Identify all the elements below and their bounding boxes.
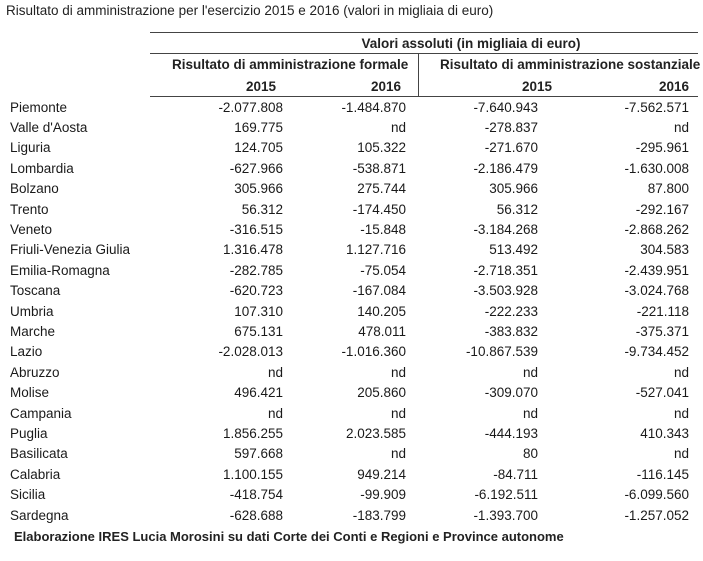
table-row xyxy=(10,403,689,423)
sostanziale-2016-cell: -527.041 xyxy=(635,385,689,401)
formale-2015-cell: -316.515 xyxy=(229,222,283,238)
table-title: Risultato di amministrazione per l'esercizio 2015 e 2016 (valori in migliaia di euro) xyxy=(6,3,494,18)
sostanziale-2016-cell: -9.734.452 xyxy=(624,344,689,360)
sostanziale-2015-cell: -222.233 xyxy=(484,303,538,319)
formale-2016-cell: -1.016.360 xyxy=(341,344,406,360)
sostanziale-2016-cell: nd xyxy=(673,446,689,462)
region-cell: Veneto xyxy=(10,222,53,238)
sostanziale-2015-cell: 305.966 xyxy=(489,181,538,197)
formale-2016-cell: 949.214 xyxy=(357,466,406,482)
data-table xyxy=(10,97,689,525)
table-row xyxy=(10,301,689,321)
sostanziale-2015-cell: -271.670 xyxy=(484,140,538,156)
sostanziale-2016-cell: -2.868.262 xyxy=(624,222,689,238)
sostanziale-2015-cell: -10.867.539 xyxy=(465,344,538,360)
formale-2016-cell: 1.127.716 xyxy=(345,242,406,258)
sostanziale-2016-cell: nd xyxy=(673,120,689,136)
sostanziale-2016-cell: -6.099.560 xyxy=(624,487,689,503)
region-cell: Sicilia xyxy=(10,487,46,503)
formale-2015-cell: -2.028.013 xyxy=(218,344,283,360)
sostanziale-2015-cell: -2.718.351 xyxy=(473,262,538,278)
formale-2016-cell: 478.011 xyxy=(358,323,406,339)
region-cell: Valle d'Aosta xyxy=(10,120,88,136)
region-cell: Piemonte xyxy=(10,99,68,115)
formale-2016-cell: nd xyxy=(390,405,406,421)
sostanziale-2016-cell: 410.343 xyxy=(640,425,689,441)
sostanziale-2015-cell: -7.640.943 xyxy=(473,99,538,115)
sostanziale-2015-cell: -278.837 xyxy=(484,120,538,136)
sostanziale-2016-cell: -7.562.571 xyxy=(624,99,689,115)
region-cell: Marche xyxy=(10,323,56,339)
table-row xyxy=(10,484,689,504)
sostanziale-2015-cell: -3.184.268 xyxy=(473,222,538,238)
formale-2016-cell: 105.322 xyxy=(357,140,406,156)
region-cell: Lazio xyxy=(10,344,43,360)
formale-2015-cell: 56.312 xyxy=(241,201,283,217)
region-cell: Basilicata xyxy=(10,446,68,462)
sostanziale-2015-cell: -309.070 xyxy=(484,385,538,401)
year-header: 2016 xyxy=(659,79,690,94)
sostanziale-2015-cell: -84.711 xyxy=(493,466,538,482)
top-rule xyxy=(150,32,698,33)
sostanziale-2015-cell: nd xyxy=(522,364,538,380)
sostanziale-2015-cell: -383.832 xyxy=(484,323,538,339)
table-row xyxy=(10,138,689,158)
year-header: 2016 xyxy=(371,79,402,94)
formale-2015-cell: 169.775 xyxy=(234,120,283,136)
table-row xyxy=(10,97,689,117)
region-cell: Liguria xyxy=(10,140,51,156)
formale-2015-cell: 597.668 xyxy=(234,446,283,462)
sostanziale-2016-cell: -292.167 xyxy=(635,201,689,217)
region-cell: Toscana xyxy=(10,283,61,299)
formale-2016-cell: nd xyxy=(390,446,406,462)
table-row xyxy=(10,117,689,137)
sostanziale-2016-cell: -295.961 xyxy=(635,140,689,156)
formale-2016-cell: nd xyxy=(390,120,406,136)
sostanziale-2016-cell: nd xyxy=(673,364,689,380)
group-header-formale: Risultato di amministrazione formale xyxy=(172,57,409,72)
formale-2015-cell: 1.100.155 xyxy=(222,466,283,482)
formale-2015-cell: 675.131 xyxy=(234,323,283,339)
sostanziale-2016-cell: nd xyxy=(673,405,689,421)
formale-2015-cell: -628.688 xyxy=(229,507,283,523)
table-row xyxy=(10,362,689,382)
sostanziale-2016-cell: -116.145 xyxy=(636,466,689,482)
source-note: Elaborazione IRES Lucia Morosini su dati Corte dei Conti e Regioni e Province autonome xyxy=(14,529,564,544)
table-row xyxy=(10,505,689,525)
region-cell: Puglia xyxy=(10,425,48,441)
super-header-rule xyxy=(150,53,698,54)
formale-2015-cell: -627.966 xyxy=(229,160,283,176)
region-cell: Abruzzo xyxy=(10,364,60,380)
formale-2015-cell: 1.316.478 xyxy=(222,242,283,258)
region-cell: Lombardia xyxy=(10,160,74,176)
region-cell: Trento xyxy=(10,201,49,217)
formale-2015-cell: 305.966 xyxy=(234,181,283,197)
sostanziale-2015-cell: -1.393.700 xyxy=(473,507,538,523)
formale-2016-cell: -99.909 xyxy=(360,487,406,503)
formale-2016-cell: -538.871 xyxy=(352,160,406,176)
formale-2015-cell: 107.310 xyxy=(234,303,283,319)
formale-2015-cell: -418.754 xyxy=(229,487,283,503)
table-row xyxy=(10,260,689,280)
sostanziale-2016-cell: -2.439.951 xyxy=(624,262,689,278)
formale-2015-cell: -282.785 xyxy=(229,262,283,278)
sostanziale-2016-cell: -221.118 xyxy=(636,303,689,319)
sostanziale-2016-cell: -3.024.768 xyxy=(624,283,689,299)
region-cell: Umbria xyxy=(10,303,54,319)
year-header: 2015 xyxy=(522,79,553,94)
formale-2016-cell: -15.848 xyxy=(360,222,406,238)
sostanziale-2015-cell: 80 xyxy=(522,446,538,462)
group-divider xyxy=(418,53,419,97)
sostanziale-2015-cell: 56.312 xyxy=(496,201,538,217)
sostanziale-2015-cell: 513.492 xyxy=(489,242,538,258)
region-cell: Calabria xyxy=(10,466,61,482)
region-cell: Campania xyxy=(10,405,72,421)
formale-2016-cell: -75.054 xyxy=(360,262,406,278)
formale-2016-cell: 2.023.585 xyxy=(345,425,406,441)
table-row xyxy=(10,179,689,199)
sostanziale-2016-cell: 87.800 xyxy=(647,181,689,197)
formale-2015-cell: -620.723 xyxy=(229,283,283,299)
region-cell: Sardegna xyxy=(10,507,69,523)
table-row xyxy=(10,158,689,178)
formale-2015-cell: 1.856.255 xyxy=(222,425,283,441)
region-cell: Friuli-Venezia Giulia xyxy=(10,242,131,258)
sostanziale-2015-cell: nd xyxy=(522,405,538,421)
formale-2016-cell: -167.084 xyxy=(352,283,406,299)
group-header-sostanziale: Risultato di amministrazione sostanziale xyxy=(440,57,701,72)
formale-2016-cell: -1.484.870 xyxy=(341,99,406,115)
table-row xyxy=(10,342,689,362)
table-row xyxy=(10,382,689,402)
formale-2015-cell: 496.421 xyxy=(234,385,283,401)
sostanziale-2015-cell: -3.503.928 xyxy=(473,283,538,299)
formale-2016-cell: 275.744 xyxy=(357,181,406,197)
table-row xyxy=(10,321,689,341)
sostanziale-2016-cell: -1.257.052 xyxy=(624,507,689,523)
formale-2016-cell: 140.205 xyxy=(357,303,406,319)
formale-2015-cell: nd xyxy=(267,364,283,380)
formale-2016-cell: -183.799 xyxy=(352,507,406,523)
formale-2016-cell: -174.450 xyxy=(352,201,406,217)
sostanziale-2015-cell: -6.192.511 xyxy=(474,487,538,503)
region-cell: Molise xyxy=(10,385,50,401)
table-row xyxy=(10,281,689,301)
table-row xyxy=(10,464,689,484)
table-row xyxy=(10,423,689,443)
region-cell: Emilia-Romagna xyxy=(10,262,110,278)
formale-2016-cell: nd xyxy=(390,364,406,380)
table-row xyxy=(10,444,689,464)
table-row xyxy=(10,240,689,260)
sostanziale-2016-cell: -375.371 xyxy=(635,323,689,339)
sostanziale-2015-cell: -2.186.479 xyxy=(473,160,538,176)
region-cell: Bolzano xyxy=(10,181,59,197)
super-header: Valori assoluti (in migliaia di euro) xyxy=(361,36,581,51)
formale-2015-cell: -2.077.808 xyxy=(218,99,283,115)
formale-2016-cell: 205.860 xyxy=(357,385,406,401)
table-row xyxy=(10,199,689,219)
formale-2015-cell: 124.705 xyxy=(234,140,283,156)
formale-2015-cell: nd xyxy=(267,405,283,421)
sostanziale-2016-cell: -1.630.008 xyxy=(624,160,689,176)
year-header: 2015 xyxy=(246,79,277,94)
table-row xyxy=(10,219,689,239)
sostanziale-2016-cell: 304.583 xyxy=(640,242,689,258)
sostanziale-2015-cell: -444.193 xyxy=(484,425,538,441)
